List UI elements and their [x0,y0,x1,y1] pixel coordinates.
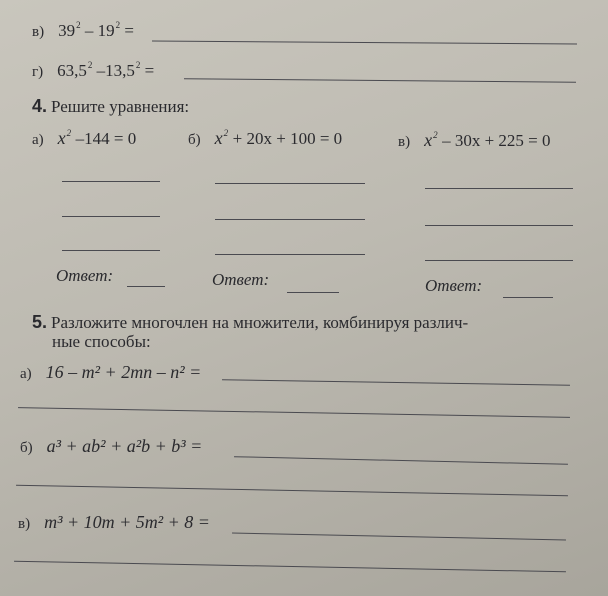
item-v-prev [32,20,134,41]
equation-a [32,128,136,149]
work-line[interactable] [62,250,160,251]
equation-rest: –144 = 0 [75,129,137,148]
answer-label-b: Ответ: [212,270,270,289]
exponent: 2 [87,60,93,70]
equals: = [144,61,155,80]
equals: = [124,21,134,40]
answer-label-c: Ответ: [425,276,483,295]
exponent: 2 [66,128,72,138]
factor-item-v [18,512,210,533]
item-label: а) [32,132,44,148]
exponent: 2 [433,130,438,140]
expression: a³ + ab² + a²b + b³ = [46,436,203,456]
answer-line[interactable] [287,292,339,293]
answer-line[interactable] [222,379,570,385]
answer-line[interactable] [127,286,165,287]
task-title: Решите уравнения: [51,97,190,116]
answer-line[interactable] [232,533,566,541]
equation-rest: – 30x + 225 = 0 [442,131,551,150]
task-title: Разложите многочлен на множители, комбинируя различ- [51,313,469,332]
factor-item-a [20,362,201,383]
exponent: 2 [135,60,141,70]
exponent: 2 [115,20,121,30]
work-line[interactable] [425,188,573,189]
equation-rest: + 20x + 100 = 0 [232,129,343,148]
task5-heading [32,312,468,333]
equation-c [398,130,551,151]
item-label: в) [32,24,45,40]
work-line[interactable] [425,260,573,261]
term: 63,5 [57,61,87,80]
answer-line[interactable] [234,456,568,465]
expression: m³ + 10m + 5m² + 8 = [44,512,210,532]
answer-line[interactable] [152,41,577,45]
task-number: 5. [32,312,48,332]
variable: x [214,128,223,148]
work-line[interactable] [62,181,160,182]
term: 19 [97,21,115,40]
variable: x [57,128,66,148]
expression: 16 – m² + 2mn – n² = [45,362,202,382]
item-label: в) [18,516,31,532]
task-number: 4. [32,96,48,116]
work-line[interactable] [62,216,160,217]
item-label: в) [398,134,411,150]
answer-line[interactable] [184,78,576,82]
work-line[interactable] [215,254,365,255]
item-label: б) [20,440,33,456]
work-line[interactable] [18,407,570,418]
work-line[interactable] [425,225,573,226]
work-line[interactable] [14,561,566,573]
exponent: 2 [223,128,229,138]
term: 39 [58,21,76,40]
equation-b [188,128,342,149]
factor-item-b [20,436,202,457]
task4-heading [32,96,189,117]
item-label: б) [188,132,201,148]
work-line[interactable] [215,183,365,184]
item-g-prev [32,60,154,81]
work-line[interactable] [16,485,568,497]
work-line[interactable] [215,219,365,220]
exponent: 2 [76,20,81,30]
operator: – [84,21,94,40]
item-label: г) [32,64,44,80]
item-label: а) [20,366,32,382]
variable: x [424,130,433,150]
answer-label-a: Ответ: [56,266,114,285]
task5-title-cont: ные способы: [52,332,151,351]
answer-line[interactable] [503,297,553,298]
operator: –13,5 [96,61,135,80]
